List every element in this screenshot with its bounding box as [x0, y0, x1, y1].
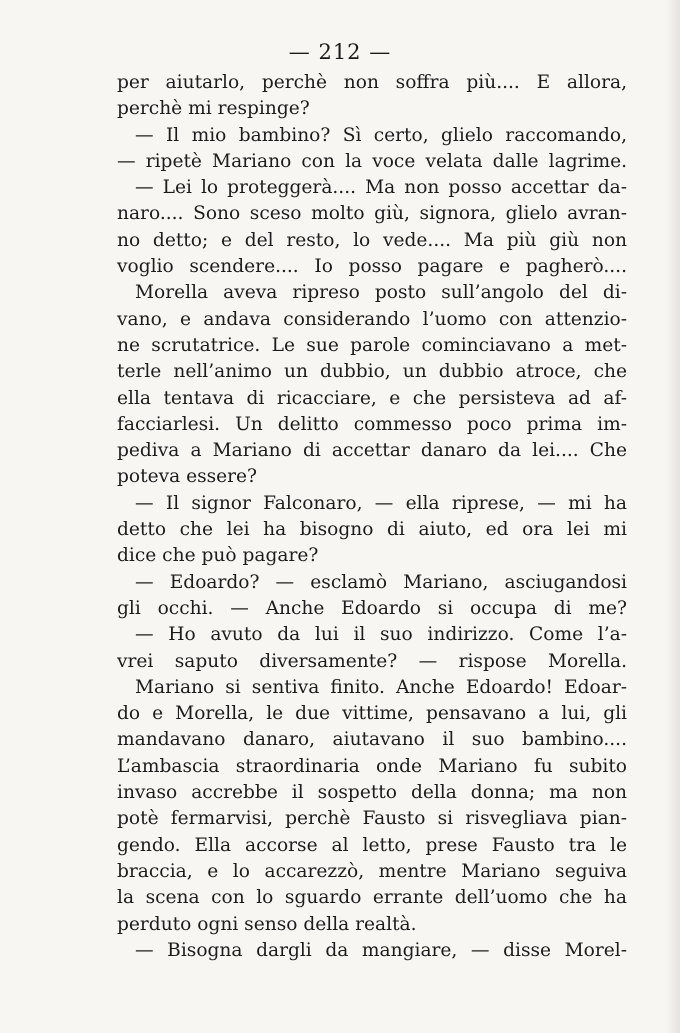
text-line: vrei saputo diversamente? — rispose Morella. — [117, 650, 627, 672]
text-line: — Ho avuto da lui il suo indirizzo. Come l’a- — [135, 624, 627, 646]
text-line: ne scrutatrice. Le sue parole cominciavano a met- — [117, 334, 627, 356]
text-line: — Il mio bambino? Sì certo, glielo raccomando, — [135, 124, 627, 146]
text-line: — Il signor Falconaro, — ella riprese, — mi ha — [135, 492, 627, 514]
page-edge-shadow — [666, 0, 680, 1033]
text-line: terle nell’animo un dubbio, un dubbio atroce, che — [117, 361, 627, 383]
text-line: do e Morella, le due vittime, pensavano a lui, gli — [117, 703, 627, 725]
text-line: no detto; e del resto, lo vede.... Ma più giù non — [117, 229, 627, 251]
text-line: facciarlesi. Un delitto commesso poco prima im- — [117, 413, 627, 435]
text-line: dice che può pagare? — [117, 545, 319, 567]
text-line: Morella aveva ripreso posto sull’angolo del di- — [135, 282, 627, 304]
text-line: detto che lei ha bisogno di aiuto, ed ora lei mi — [117, 519, 627, 541]
page-number: — 212 — — [288, 40, 392, 64]
text-line: Mariano si sentiva finito. Anche Edoardo! Edoar- — [135, 676, 627, 698]
text-line: perduto ogni senso della realtà. — [117, 913, 417, 935]
text-line: — Edoardo? — esclamò Mariano, asciugandosi — [135, 571, 627, 593]
text-line: — Lei lo proteggerà.... Ma non posso accettar da- — [135, 177, 627, 199]
text-line: perchè mi respinge? — [117, 98, 310, 120]
text-line: mandavano danaro, aiutavano il suo bambino.... — [117, 729, 627, 751]
text-line: gendo. Ella accorse al letto, prese Fausto tra le — [117, 834, 627, 856]
text-line: naro.... Sono sceso molto giù, signora, glielo avran- — [117, 203, 627, 225]
text-line: potè fermarvisi, perchè Fausto si risvegliava pian- — [117, 808, 627, 830]
text-line: L’ambascia straordinaria onde Mariano fu subito — [117, 755, 627, 777]
text-line: per aiutarlo, perchè non soffra più.... E allora, — [117, 72, 627, 93]
text-line: braccia, e lo accarezzò, mentre Mariano seguiva — [117, 860, 627, 882]
text-line: poteva essere? — [117, 466, 258, 488]
body-text — [117, 70, 627, 964]
text-line: la scena con lo sguardo errante dell’uomo che ha — [117, 887, 627, 909]
text-line: vano, e andava considerando l’uomo con attenzio- — [117, 308, 627, 330]
text-line: — Bisogna dargli da mangiare, — disse Morel- — [135, 939, 627, 961]
text-line: pediva a Mariano di accettar danaro da lei.... Che — [117, 440, 627, 462]
text-line: ella tentava di ricacciare, e che persisteva ad af- — [117, 387, 627, 409]
text-line: invaso accrebbe il sospetto della donna; ma non — [117, 782, 627, 804]
text-line: — ripetè Mariano con la voce velata dalle lagrime. — [117, 150, 627, 172]
text-line: gli occhi. — Anche Edoardo si occupa di me? — [117, 597, 627, 619]
text-line: voglio scendere.... Io posso pagare e pagherò.... — [117, 256, 627, 278]
